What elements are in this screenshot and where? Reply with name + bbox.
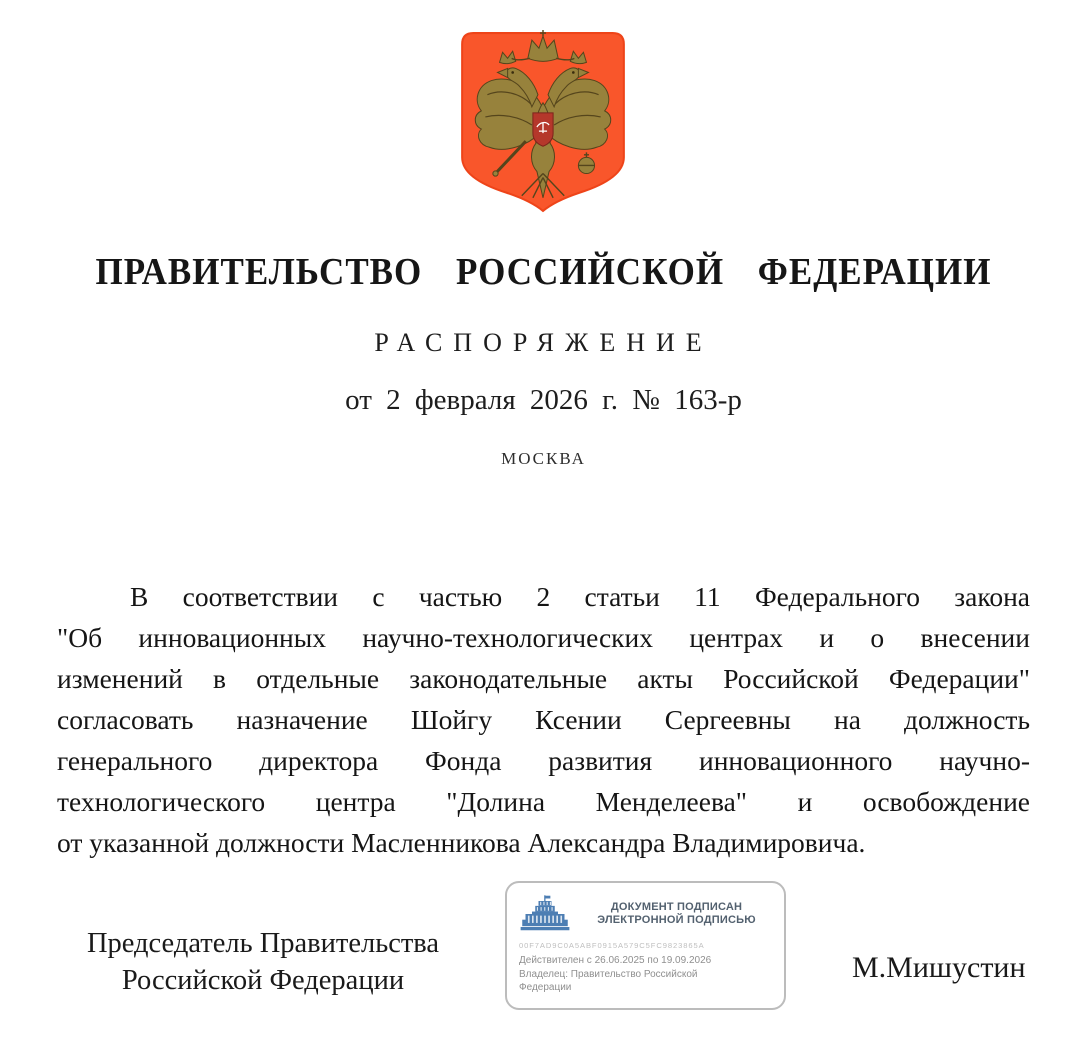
body-line: согласовать назначение Шойгу Ксении Сергеевны на должность	[57, 704, 1030, 735]
body-line: "Об инновационных научно-технологических центрах и о внесении	[57, 622, 1030, 653]
document-type: РАСПОРЯЖЕНИЕ	[374, 328, 713, 357]
signatory-position-line1: Председатель Правительства	[86, 928, 440, 959]
body-line: технологического центра "Долина Менделеева" и освобождение	[57, 786, 1030, 817]
document-date-number: от 2 февраля 2026 г. № 163-р	[345, 384, 742, 416]
stamp-title	[581, 901, 772, 928]
certificate-owner-line2: Федерации	[519, 982, 572, 993]
double-headed-eagle-icon	[457, 28, 629, 216]
certificate-number: 00F7AD9C0A5ABF0915A579C5FC9823865A	[519, 941, 705, 950]
issuer-title: ПРАВИТЕЛЬСТВО РОССИЙСКОЙ ФЕДЕРАЦИИ	[95, 250, 992, 293]
city-label: МОСКВА	[501, 449, 586, 468]
stamp-title-line1: ДОКУМЕНТ ПОДПИСАН	[610, 900, 743, 913]
body-paragraph	[57, 576, 1030, 863]
body-line: генерального директора Фонда развития инновационного научно-	[57, 745, 1030, 776]
stamp-details	[519, 954, 772, 995]
certificate-owner-line1: Владелец: Правительство Российской	[519, 968, 698, 980]
stamp-header	[519, 894, 772, 934]
electronic-signature-stamp	[505, 881, 786, 1010]
coat-of-arms-of-russia	[457, 28, 629, 216]
signatory-name: М.Мишустин	[852, 951, 1026, 984]
body-line: изменений в отдельные законодательные акты Российской Федерации"	[57, 663, 1030, 694]
certificate-validity: Действителен с 26.06.2025 по 19.09.2026	[519, 955, 712, 966]
signatory-position	[58, 925, 468, 999]
government-building-icon	[519, 894, 571, 934]
stamp-title-line2: ЭЛЕКТРОННОЙ ПОДПИСЬЮ	[597, 914, 756, 926]
body-line: от указанной должности Масленникова Александра Владимировича.	[57, 827, 866, 858]
body-line: В соответствии с частью 2 статьи 11 Федерального закона	[130, 581, 1030, 612]
signatory-position-line2: Российской Федерации	[121, 965, 405, 996]
